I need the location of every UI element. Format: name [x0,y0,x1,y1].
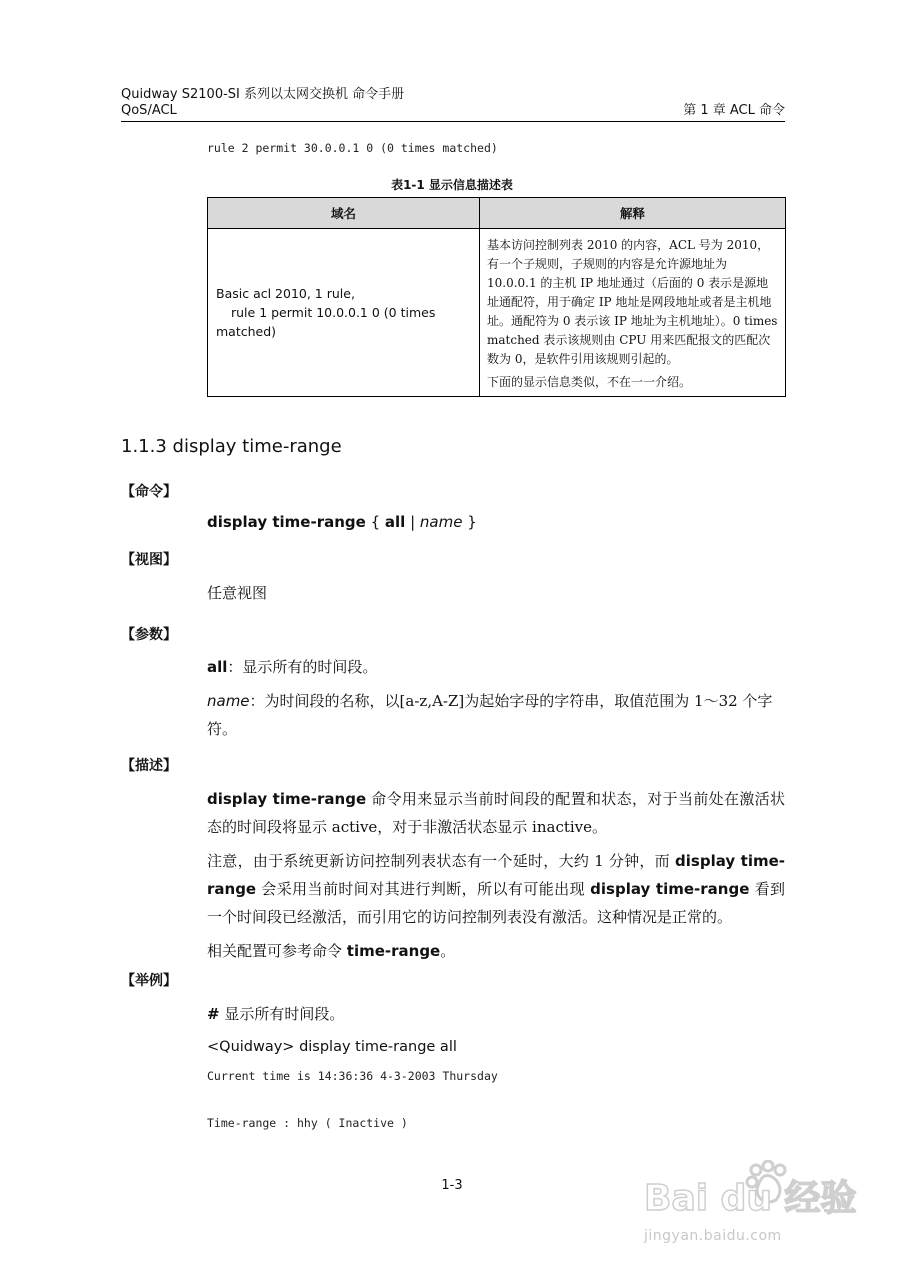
field-line-2: rule 1 permit 10.0.0.1 0 (0 times [231,305,436,320]
label-command: 【命令】 [121,484,177,500]
command-name-arg: name [419,513,463,531]
field-line-3: matched) [216,324,277,339]
code-line-top: rule 2 permit 30.0.0.1 0 (0 times matched) [207,141,498,155]
header-subtitle: QoS/ACL [121,103,177,118]
description-table [207,197,786,397]
command-keyword: display time-range [207,513,366,531]
param-all-text: ：显示所有的时间段。 [227,658,378,676]
example-comment [207,1000,785,1028]
label-description: 【描述】 [121,758,177,774]
view-text: 任意视图 [207,584,268,602]
description-text-1: 命令用来显示当前时间段的配置和状态，对于当前处在激活状态的时间段将显示 active，对于非激活状态显示 inactive。 [207,790,785,836]
syntax-open-brace: { [365,513,385,531]
param-name-text: ：为时间段的名称，以[a-z,A-Z]为起始字母的字符串，取值范围为 1～32 个字符。 [207,692,773,738]
param-all [207,653,785,681]
param-name-key: name [207,692,250,710]
baidu-wordmark: Bai du 经验 [644,1178,857,1219]
syntax-close-brace: } [462,513,477,531]
table-header-field: 域名 [208,198,480,229]
command-syntax [207,508,785,536]
description-cmd-2b: display time-range [590,880,750,898]
example-output-line-2: Time-range : hhy ( Inactive ) [207,1116,408,1130]
baidu-logo-icon [644,1160,864,1220]
description-para-3 [207,937,785,965]
description-para-1 [207,785,785,841]
params-block [207,653,785,743]
example-output-line-1: Current time is 14:36:36 4-3-2003 Thursday [207,1069,498,1083]
description-cmd-2a: display time-range [207,852,786,898]
label-example: 【举例】 [121,973,177,989]
example-prompt: <Quidway> display time-range all [207,1039,457,1055]
description-cmd-1: display time-range [207,790,367,808]
section-title: display time-range [172,436,342,457]
table-header-row [208,198,786,229]
page-number: 1-3 [441,1178,463,1193]
table-cell-explanation [480,229,786,397]
explanation-para-1: 基本访问控制列表 2010 的内容，ACL 号为 2010，有一个子规则，子规则的内容是允许源地址为 10.0.0.1 的主机 IP 地址通过（后面的 0 表示是源地址通配符，用于确定 IP 地址是网段地址或者是主机地址。通配符为 0 表示该 IP 地址为主机地址）。0 times matched 表示该规则由 CPU 用来匹配报文的匹配次数为 0，是软件引用该规则引起的。 [487,238,778,366]
description-text-2c: 看到一个时间段已经激活，而引用它的访问控制列表没有激活。这种情况是正常的。 [207,880,785,926]
label-params: 【参数】 [121,627,177,643]
example-hash: # [207,1005,220,1023]
param-name [207,687,785,743]
syntax-separator: | [405,513,420,531]
baidu-watermark [644,1160,864,1255]
description-cmd-3: time-range [346,942,441,960]
table-header-explanation: 解释 [480,198,786,229]
description-para-2 [207,847,785,931]
explanation-para-2: 下面的显示信息类似，不在一一介绍。 [487,375,692,389]
table-row [208,229,786,397]
header-divider [121,121,785,122]
label-view: 【视图】 [121,552,177,568]
field-line-1: Basic acl 2010, 1 rule, [216,286,355,301]
description-text-3a: 相关配置可参考命令 [207,942,347,960]
description-text-2a: 注意，由于系统更新访问控制列表状态有一个延时，大约 1 分钟，而 [207,852,676,870]
section-number: 1.1.3 [121,436,167,457]
header-title: Quidway S2100-SI 系列以太网交换机 命令手册 [121,87,405,102]
description-block [207,785,785,965]
param-all-key: all [207,658,228,676]
header-chapter: 第 1 章 ACL 命令 [683,103,785,118]
example-comment-text: 显示所有时间段。 [219,1005,345,1023]
table-caption: 表1-1 显示信息描述表 [391,178,513,192]
description-text-2b: 会采用当前时间对其进行判断，所以有可能出现 [256,880,591,898]
table-cell-field [208,229,480,397]
watermark-url: jingyan.baidu.com [644,1228,782,1244]
section-heading [121,436,342,457]
command-all-keyword: all [384,513,406,531]
description-text-3b: 。 [440,942,456,960]
